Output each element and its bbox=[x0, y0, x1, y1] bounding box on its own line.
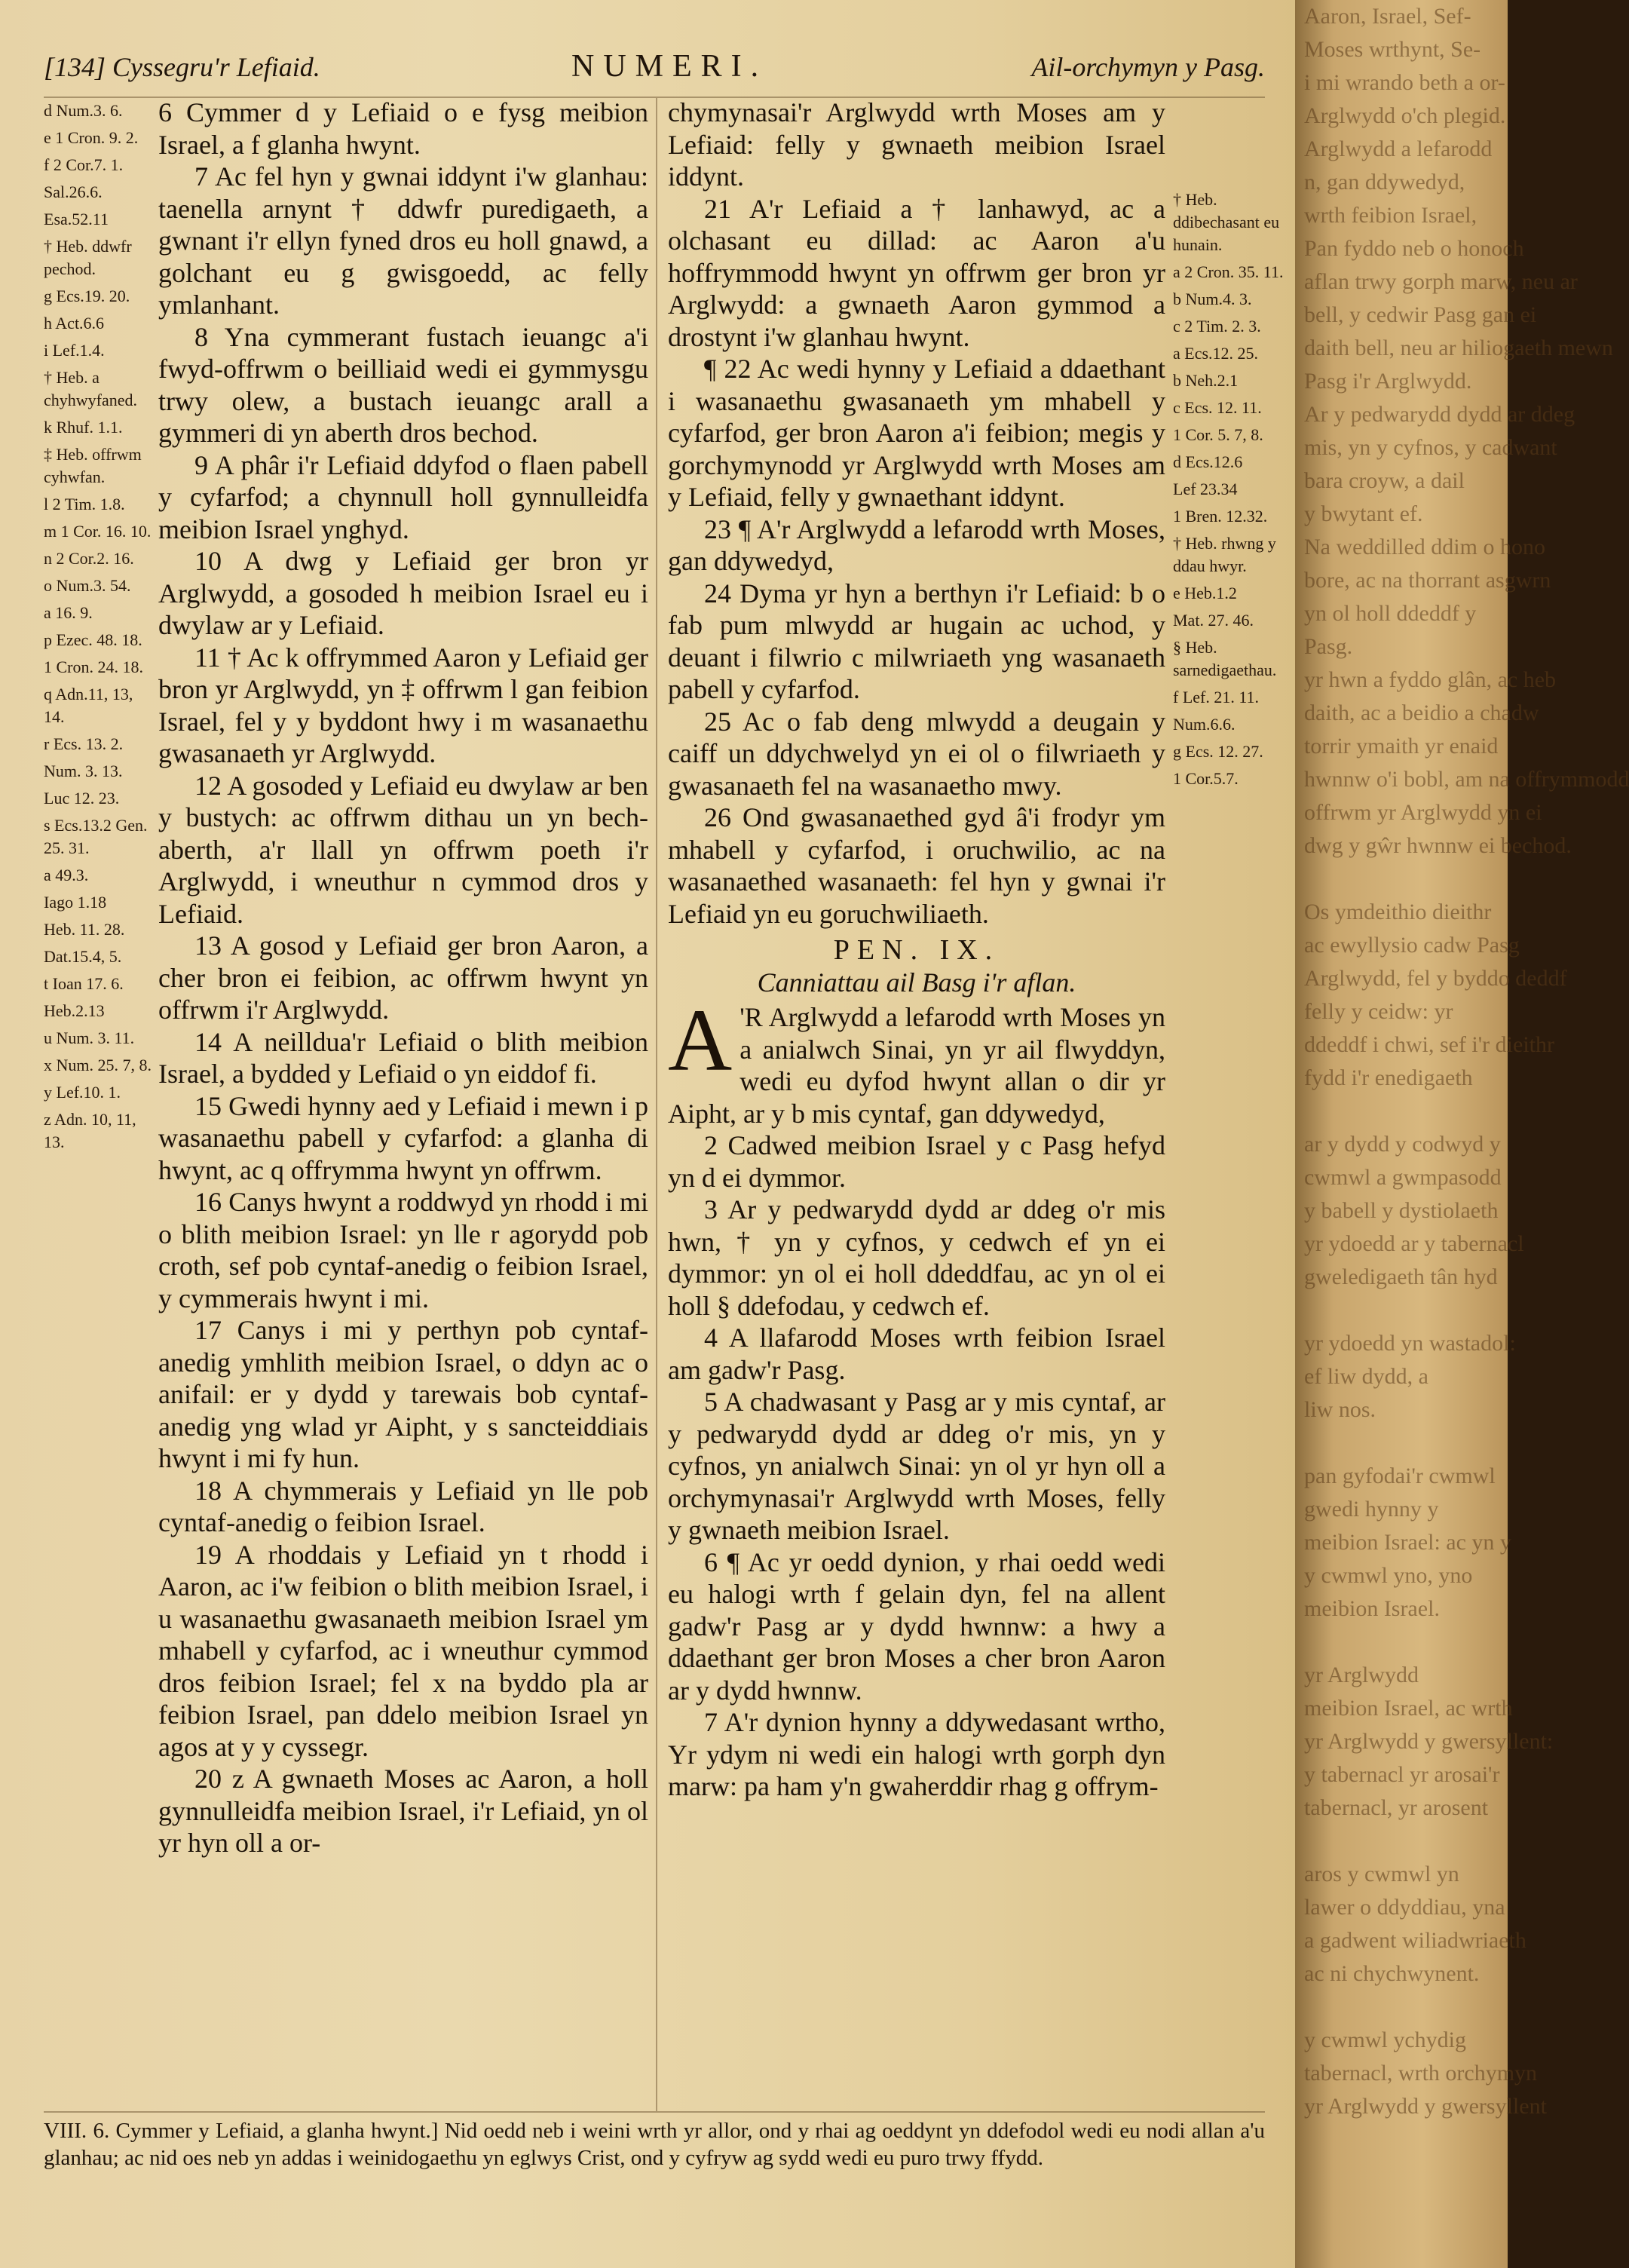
bleed-line: y tabernacl yr arosai'r bbox=[1304, 1762, 1500, 1787]
bleed-line: offrwm yr Arglwydd yn ei bbox=[1304, 800, 1542, 825]
bleed-line: hwnnw o'i bobl, am na offrymmodd bbox=[1304, 767, 1629, 792]
bleed-line: yn ol holl ddeddf y bbox=[1304, 601, 1477, 626]
margin-reference: g Ecs.19. 20. bbox=[44, 287, 130, 305]
header-right: Ail-orchymyn y Pasg. bbox=[1031, 52, 1265, 82]
margin-reference: m 1 Cor. 16. 10. bbox=[44, 522, 152, 541]
bleed-line: Arglwydd, fel y byddo deddf bbox=[1304, 966, 1567, 991]
bleed-line: aflan trwy gorph marw, neu ar bbox=[1304, 269, 1578, 294]
bleed-line: yr Arglwydd y gwersyllent bbox=[1304, 2094, 1547, 2119]
margin-reference: y Lef.10. 1. bbox=[44, 1083, 121, 1102]
margin-reference: i Lef.1.4. bbox=[44, 341, 105, 360]
margin-reference: Esa.52.11 bbox=[44, 210, 109, 228]
bleed-line: i mi wrando beth a or- bbox=[1304, 70, 1505, 95]
bleed-line: dwg y gŵr hwnnw ei bechod. bbox=[1304, 833, 1572, 858]
verse: 24 Dyma yr hyn a berthyn i'r Lefiaid: b o fab pum mlwydd ar hugain ac uchod, y deuant i filwrio c milwriaeth yng wasanaeth pabell y cyfarfod. bbox=[668, 578, 1165, 704]
bleed-line: meibion Israel, ac wrth bbox=[1304, 1696, 1513, 1721]
margin-reference: d Ecs.12.6 bbox=[1173, 452, 1243, 471]
right-text-column bbox=[668, 97, 1165, 1803]
verse: 7 Ac fel hyn y gwnai iddynt i'w glanhau: taenella arnynt † ddwfr puredigaeth, a gwnant i'r ellyn fyned dros eu holl gnawd, a golchant eu g gwisgoedd, ac felly ymlanhant. bbox=[158, 161, 648, 320]
bleed-line bbox=[1304, 1095, 1500, 1128]
bleed-line: tabernacl, yr arosent bbox=[1304, 1795, 1489, 1820]
bleed-line: ddeddf i chwi, sef i'r dieithr bbox=[1304, 1032, 1554, 1057]
verse: ¶ 22 Ac wedi hynny y Lefiaid a ddaethant i wasanaethu gwasanaeth ym mhabell y cyfarfod, ger bron Aaron a'i feibion; megis y gorchymynodd yr Arglwydd wrth Moses am y Lefiaid, felly y gwnaethant iddynt. bbox=[668, 354, 1165, 512]
margin-reference: † Heb. ddibechasant eu hunain. bbox=[1173, 190, 1280, 254]
bleed-line: y cwmwl yno, yno bbox=[1304, 1563, 1473, 1588]
verse: chymynasai'r Arglwydd wrth Moses am y Lefiaid: felly y gwnaeth meibion Israel iddynt. bbox=[668, 97, 1165, 192]
margin-reference: a Ecs.12. 25. bbox=[1173, 344, 1259, 363]
margin-reference: t Ioan 17. 6. bbox=[44, 974, 124, 993]
margin-reference: Iago 1.18 bbox=[44, 893, 107, 912]
margin-reference: d Num.3. 6. bbox=[44, 101, 123, 120]
bleed-line: ac ni chychwynent. bbox=[1304, 1961, 1480, 1986]
margin-reference: x Num. 25. 7, 8. bbox=[44, 1056, 152, 1074]
margin-reference: n 2 Cor.2. 16. bbox=[44, 549, 134, 568]
bleed-line: daith bell, neu ar hiliogaeth mewn bbox=[1304, 336, 1613, 360]
margin-reference: z Adn. 10, 11, 13. bbox=[44, 1110, 136, 1151]
bleed-line: Ar y pedwarydd dydd ar ddeg bbox=[1304, 402, 1575, 427]
bleed-line: aros y cwmwl yn bbox=[1304, 1862, 1459, 1886]
bleed-line: pan gyfodai'r cwmwl bbox=[1304, 1463, 1496, 1488]
bleed-line: fydd i'r enedigaeth bbox=[1304, 1065, 1473, 1090]
verse: 17 Canys i mi y perthyn pob cyntaf-anedig ymhlith meibion Israel, o ddyn ac o anifail: er y dydd y tarewais bob cyntaf-anedig yng wlad yr Aipht, y s sancteiddiais hwynt i mi fy hun. bbox=[158, 1315, 648, 1473]
bleed-line: Aaron, Israel, Sef- bbox=[1304, 4, 1471, 29]
bleed-line: meibion Israel. bbox=[1304, 1596, 1440, 1621]
margin-reference: Lef 23.34 bbox=[1173, 480, 1238, 498]
bleed-line: Pasg i'r Arglwydd. bbox=[1304, 369, 1472, 394]
verse: 5 A chadwasant y Pasg ar y mis cyntaf, ar y pedwarydd dydd ar ddeg o'r mis, yn y cyfnos, yn anialwch Sinai: yn ol yr hyn oll a orchymynasai'r Arglwydd wrth Moses, felly y gwnaeth meibion Israel. bbox=[668, 1387, 1165, 1545]
bleed-line: torrir ymaith yr enaid bbox=[1304, 734, 1499, 759]
verse: 15 Gwedi hynny aed y Lefiaid i mewn i p wasanaethu pabell y cyfarfod: a glanha di hwynt, ac q offrymma hwynt yn offrwm. bbox=[158, 1090, 648, 1185]
bleed-line bbox=[1304, 863, 1500, 896]
chapter-summary: Canniattau ail Basg i'r aflan. bbox=[757, 967, 1076, 998]
bleed-line: y cwmwl ychydig bbox=[1304, 2027, 1466, 2052]
bleed-line: gwedi hynny y bbox=[1304, 1497, 1439, 1522]
bleed-line: a gadwent wiliadwriaeth bbox=[1304, 1928, 1526, 1953]
verse: 14 A neillduа'r Lefiaid o blith meibion Israel, a bydded y Lefiaid o yn eiddof fi. bbox=[158, 1026, 648, 1089]
margin-reference: b Neh.2.1 bbox=[1173, 371, 1239, 390]
verse: 6 ¶ Ac yr oedd dynion, y rhai oedd wedi eu halogi wrth f gelain dyn, fel na allent gadw'r Pasg ar y dydd hwnnw: a hwy a ddaethant ger bron Moses a cher bron Aaron ar y dydd hwnnw. bbox=[668, 1546, 1165, 1706]
bleed-line bbox=[1304, 1626, 1500, 1659]
bleed-line: cwmwl a gwmpasodd bbox=[1304, 1165, 1502, 1190]
margin-reference: c Ecs. 12. 11. bbox=[1173, 398, 1262, 417]
first-verse-text: 'R Arglwydd a lefarodd wrth Moses yn a anialwch Sinai, yn yr ail flwyddyn, wedi eu dyfod hwynt allan o dir yr Aipht, ar y b mis cyntaf, gan ddywedyd, bbox=[668, 1002, 1165, 1129]
bleed-line: n, gan ddywedyd, bbox=[1304, 170, 1465, 195]
verse: 12 A gosoded y Lefiaid eu dwylaw ar ben y bustych: ac offrwm dithau un yn bech-aberth, a'r llall yn offrwm poeth i'r Arglwydd, i wneuthur n cymmod dros y Lefiaid. bbox=[158, 770, 648, 929]
margin-reference: g Ecs. 12. 27. bbox=[1173, 742, 1263, 761]
margin-reference: b Num.4. 3. bbox=[1173, 290, 1252, 308]
right-column-verses-before bbox=[668, 97, 1165, 930]
bleed-line: ac ewyllysio cadw Pasg bbox=[1304, 933, 1520, 958]
verse: 21 A'r Lefiaid a † lanhawyd, ac a olchasant eu dillad: ac Aaron a'u hoffrymmodd hwynt yn offrwm ger bron yr Arglwydd: a gwnaeth Aaron gymmod a drostynt i'w glanhau hwynt. bbox=[668, 193, 1165, 352]
margin-reference: ‡ Heb. offrwm cyhwfan. bbox=[44, 445, 142, 486]
bleed-line: bara croyw, a dail bbox=[1304, 468, 1465, 493]
verse: 13 A gosod y Lefiaid ger bron Aaron, a cher bron ei feibion, ac offrwm hwynt yn offrwm i'r Arglwydd. bbox=[158, 930, 648, 1025]
bleed-line: daith, ac a beidio a chadw bbox=[1304, 700, 1539, 725]
verse: 6 Cymmer d y Lefiaid o e fysg meibion Israel, a f glanha hwynt. bbox=[158, 97, 648, 160]
verse: 3 Ar y pedwarydd dydd ar ddeg o'r mis hwn, † yn y cyfnos, y cedwch ef yn ei dymmor: yn ol ei holl ddeddfau, ac yn ol ei holl § ddefodau, y cedwch ef. bbox=[668, 1194, 1165, 1321]
verse: 2 Cadwed meibion Israel y c Pasg hefyd yn d ei dymmor. bbox=[668, 1130, 1165, 1193]
next-page-bleed-text bbox=[1304, 0, 1629, 2123]
chapter-heading: PEN. IX. bbox=[833, 934, 1000, 966]
margin-reference: † Heb. a chyhwyfaned. bbox=[44, 368, 138, 409]
bleed-line: mis, yn y cyfnos, y cadwant bbox=[1304, 435, 1557, 460]
verse: 10 A dwg y Lefiaid ger bron yr Arglwydd, a gosoded h meibion Israel eu i dwylaw ar y Lefiaid. bbox=[158, 546, 648, 640]
bleed-line bbox=[1304, 1825, 1500, 1858]
verse: 8 Yna cymmerant fustach ieuangc a'i fwyd-offrwm o beilliaid wedi ei gymmysgu trwy olew, a bustach ieuangc arall a gymmeri di yn aberth dros bechod. bbox=[158, 321, 648, 448]
margin-reference: f 2 Cor.7. 1. bbox=[44, 155, 124, 174]
bleed-line: yr Arglwydd bbox=[1304, 1663, 1419, 1687]
left-margin-references bbox=[44, 100, 157, 1158]
column-divider bbox=[656, 98, 657, 2111]
margin-reference: p Ezec. 48. 18. bbox=[44, 630, 142, 649]
margin-reference: Mat. 27. 46. bbox=[1173, 611, 1254, 630]
margin-reference: 1 Cor. 5. 7, 8. bbox=[1173, 425, 1263, 444]
verse: 19 A rhoddais y Lefiaid yn t rhodd i Aaron, ac i'w feibion o blith meibion Israel, i u wasanaethu gwasanaeth meibion Israel ym mhabell y cyfarfod, ac i wneuthur cymmod dros feibion Israel; fel x na byddo pla ar feibion Israel, pan ddelo meibion Israel yn agos at y y cyssegr. bbox=[158, 1539, 648, 1762]
margin-reference: † Heb. ddwfr pechod. bbox=[44, 237, 132, 278]
margin-reference: l 2 Tim. 1.8. bbox=[44, 495, 125, 513]
bleed-line: y babell y dystiolaeth bbox=[1304, 1198, 1499, 1223]
margin-reference: 1 Cron. 24. 18. bbox=[44, 657, 143, 676]
verse: 25 Ac o fab deng mlwydd a deugain y caiff un ddychwelyd yn ei ol o filwriaeth y gwasanaeth fel na wasanaetho mwy. bbox=[668, 706, 1165, 801]
margin-reference: Num. 3. 13. bbox=[44, 762, 123, 780]
margin-reference: h Act.6.6 bbox=[44, 314, 105, 333]
verse: 23 ¶ A'r Arglwydd a lefarodd wrth Moses, gan ddywedyd, bbox=[668, 513, 1165, 576]
bleed-line: felly y ceidw: yr bbox=[1304, 999, 1453, 1024]
bleed-line bbox=[1304, 1991, 1500, 2024]
margin-reference: q Adn.11, 13, 14. bbox=[44, 685, 133, 726]
bleed-line: Na weddilled ddim o hono bbox=[1304, 535, 1545, 559]
margin-reference: a 16. 9. bbox=[44, 603, 93, 622]
drop-cap: A bbox=[668, 991, 733, 1090]
next-page-edge bbox=[1295, 0, 1629, 2268]
margin-reference: a 49.3. bbox=[44, 866, 89, 884]
margin-reference: f Lef. 21. 11. bbox=[1173, 688, 1260, 706]
verse: 11 † Ac k offrymmed Aaron y Lefiaid ger bron yr Arglwydd, yn ‡ offrwm l gan feibion Israel, fel y y byddont hwy i m wasanaethu gwasanaeth yr Arglwydd. bbox=[158, 642, 648, 768]
margin-reference: † Heb. rhwng y ddau hwyr. bbox=[1173, 534, 1276, 575]
margin-reference: Dat.15.4, 5. bbox=[44, 947, 122, 966]
bleed-line: meibion Israel: ac yn y bbox=[1304, 1530, 1511, 1555]
header-book-title: NUMERI. bbox=[571, 49, 768, 84]
margin-reference: k Rhuf. 1.1. bbox=[44, 418, 123, 437]
bleed-line bbox=[1304, 1427, 1500, 1460]
verse: 4 A llafarodd Moses wrth feibion Israel am gadw'r Pasg. bbox=[668, 1322, 1165, 1385]
margin-reference: e Heb.1.2 bbox=[1173, 584, 1237, 602]
bleed-line: bore, ac na thorrant asgwrn bbox=[1304, 568, 1551, 593]
margin-reference: Heb. 11. 28. bbox=[44, 920, 125, 939]
right-column-verses-after bbox=[668, 1129, 1165, 1803]
bleed-line: Pan fyddo neb o honoch bbox=[1304, 236, 1524, 261]
margin-reference: s Ecs.13.2 Gen. 25. 31. bbox=[44, 816, 148, 857]
verse: 26 Ond gwasanaethed gyd â'i frodyr ym mhabell y cyfarfod, i oruchwilio, ac na wasanaethed wasanaeth: fel hyn y gwnai i'r Lefiaid yn eu goruchwiliaeth. bbox=[668, 802, 1165, 929]
right-margin-references bbox=[1173, 188, 1286, 795]
bleed-line: Pasg. bbox=[1304, 634, 1353, 659]
margin-reference: 1 Cor.5.7. bbox=[1173, 769, 1239, 788]
bleed-line: bell, y cedwir Pasg gan ei bbox=[1304, 302, 1537, 327]
bleed-line: yr Arglwydd y gwersyllent: bbox=[1304, 1729, 1554, 1754]
margin-reference: c 2 Tim. 2. 3. bbox=[1173, 317, 1261, 336]
bleed-line: wrth feibion Israel, bbox=[1304, 203, 1477, 228]
margin-reference: Heb.2.13 bbox=[44, 1001, 105, 1020]
margin-reference: 1 Bren. 12.32. bbox=[1173, 507, 1268, 526]
bleed-line: Arglwydd a lefarodd bbox=[1304, 136, 1493, 161]
footnote-rule bbox=[44, 2111, 1265, 2113]
margin-reference: a 2 Cron. 35. 11. bbox=[1173, 262, 1284, 281]
margin-reference: e 1 Cron. 9. 2. bbox=[44, 128, 139, 147]
chapter-first-verse bbox=[668, 991, 1165, 1129]
margin-reference: Sal.26.6. bbox=[44, 182, 103, 201]
bleed-line: y bwytant ef. bbox=[1304, 501, 1423, 526]
verse: 9 A phâr i'r Lefiaid ddyfod o flaen pabell y cyfarfod; a chynnull holl gynnulleidfa meibion Israel ynghyd. bbox=[158, 449, 648, 544]
verse: 18 A chymmerais y Lefiaid yn lle pob cyntaf-anedig o feibion Israel. bbox=[158, 1475, 648, 1537]
verse: 16 Canys hwynt a roddwyd yn rhodd i mi o blith meibion Israel: yn lle r agorydd pob croth, sef pob cyntaf-anedig o feibion Israel, y cymmerais hwynt i mi. bbox=[158, 1187, 648, 1313]
verse: 7 A'r dynion hynny a ddywedasant wrtho, Yr ydym ni wedi ein halogi wrth gorph dyn marw: pa ham y'n gwaherddir rhag g offrym- bbox=[668, 1707, 1165, 1801]
verse: 20 z A gwnaeth Moses ac Aaron, a holl gynnulleidfa meibion Israel, i'r Lefiaid, yn ol yr hyn oll a or- bbox=[158, 1764, 648, 1858]
left-text-column bbox=[158, 97, 648, 1859]
margin-reference: u Num. 3. 11. bbox=[44, 1028, 135, 1047]
bleed-line: liw nos. bbox=[1304, 1397, 1376, 1422]
bleed-line: gweledigaeth tân hyd bbox=[1304, 1264, 1498, 1289]
bleed-line: Arglwydd o'ch plegid. bbox=[1304, 103, 1506, 128]
bleed-line: lawer o ddyddiau, yna bbox=[1304, 1895, 1505, 1920]
margin-reference: r Ecs. 13. 2. bbox=[44, 734, 124, 753]
bleed-line: yr hwn a fyddo glân, ac heb bbox=[1304, 667, 1557, 692]
bleed-line: ar y dydd y codwyd y bbox=[1304, 1132, 1501, 1157]
running-header bbox=[44, 44, 1265, 89]
bleed-line: Os ymdeithio dieithr bbox=[1304, 900, 1492, 924]
footnote: VIII. 6. Cymmer y Lefiaid, a glanha hwynt.] Nid oedd neb i weini wrth yr allor, ond y rhai ag oeddynt yn ddefodol wedi eu nodi allan a'u glanhau; ac nid oes neb yn addas i weinidogaethu yn eglwys Crist, ond y cyfryw ag sydd wedi eu puro trwy ffydd. bbox=[44, 2119, 1265, 2170]
bleed-line bbox=[1304, 1294, 1500, 1327]
bleed-line: Moses wrthynt, Se- bbox=[1304, 37, 1481, 62]
bleed-line: tabernacl, wrth orchymyn bbox=[1304, 2061, 1538, 2086]
margin-reference: Num.6.6. bbox=[1173, 715, 1236, 734]
bleed-line: ef liw dydd, a bbox=[1304, 1364, 1428, 1389]
bleed-line: yr ydoedd yn wastadol: bbox=[1304, 1331, 1516, 1356]
margin-reference: Luc 12. 23. bbox=[44, 789, 120, 808]
header-left: [134] Cyssegru'r Lefiaid. bbox=[44, 52, 320, 82]
bleed-line: yr ydoedd ar y tabernacl bbox=[1304, 1231, 1524, 1256]
margin-reference: o Num.3. 54. bbox=[44, 576, 131, 595]
margin-reference: § Heb. sarnedigaethau. bbox=[1173, 638, 1277, 679]
